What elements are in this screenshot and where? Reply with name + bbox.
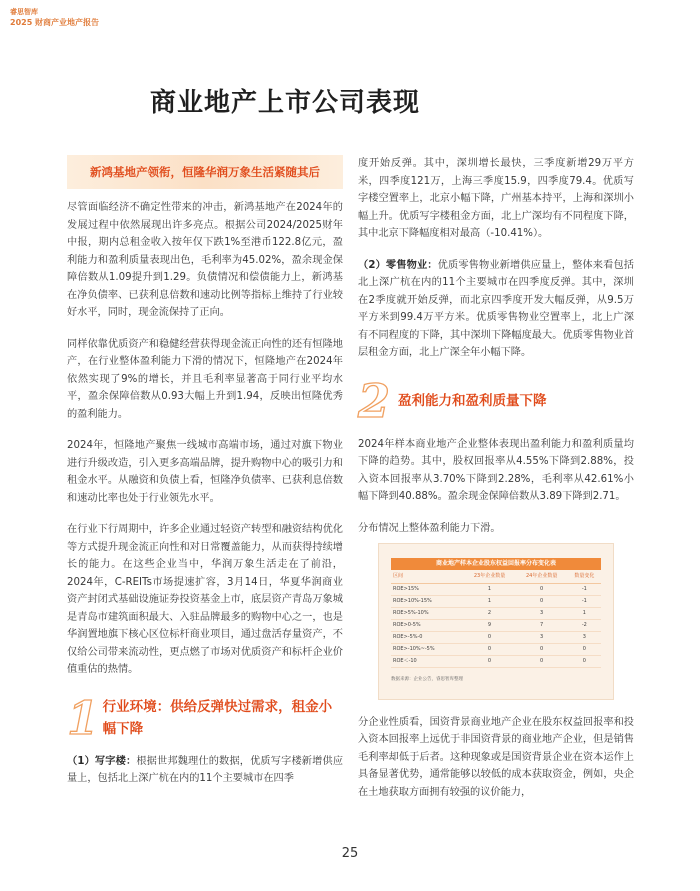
cell: ROE＜-10 xyxy=(391,656,463,668)
cell: ROE>0-5% xyxy=(391,620,463,632)
cell: 0 xyxy=(516,644,568,656)
cell: 1 xyxy=(463,584,515,596)
table-row xyxy=(391,656,601,668)
table-row xyxy=(391,632,601,644)
col-header: 数量变化 xyxy=(568,570,601,584)
paragraph: 2024年，恒隆地产聚焦一线城市高端市场，通过对旗下物业进行升级改造，引入更多高端品牌，提升购物中心的吸引力和租金水平。从融资和负债上看，恒隆净负债率、已获利息倍数和速动比率也处于行业领先水平。 xyxy=(67,440,343,504)
cell: 3 xyxy=(516,632,568,644)
page-title: 商业地产上市公司表现 xyxy=(150,88,421,118)
page-header xyxy=(10,8,99,28)
cell: 7 xyxy=(516,620,568,632)
section-title: 行业环境：供给反弹快过需求，租金小幅下降 xyxy=(102,698,333,737)
table-row xyxy=(391,584,601,596)
header-report-title: 2025 财商产业地产报告 xyxy=(10,18,100,27)
cell: ROE>15% xyxy=(391,584,463,596)
roe-table xyxy=(391,570,601,668)
section-banner: 新鸿基地产领衔，恒隆华润万象生活紧随其后 xyxy=(67,155,343,189)
cell: -1 xyxy=(568,584,601,596)
cell: 1 xyxy=(568,608,601,620)
cell: -1 xyxy=(568,596,601,608)
cell: ROE>-5%-0 xyxy=(391,632,463,644)
cell: 3 xyxy=(568,632,601,644)
section-heading-2 xyxy=(358,373,634,428)
table-row xyxy=(391,608,601,620)
cell: 0 xyxy=(463,632,515,644)
paragraph: 尽管面临经济不确定性带来的冲击，新鸿基地产在2024年的发展过程中依然展现出许多亮点。根据公司2024/2025财年中报，期内总租金收入按年仅下跌1%至港币122.8亿元，盈利能力和盈利质量表现出色，毛利率为45.02%，盈余现金保障倍数从1.09提升到1.29。负债情况和偿债能力上，新鸿基在净负债率、已获利息倍数和速动比例等指标上维持了行业较好水平，同时，现金流保持了正向。 xyxy=(67,202,343,318)
cell: 1 xyxy=(463,596,515,608)
office-text: 根据世邦魏理仕的数据，优质写字楼新增供应量上，包括北上深广杭在内的11个主要城市在四季 xyxy=(67,755,344,784)
col-header: 23年企业数量 xyxy=(463,570,515,584)
cell: -2 xyxy=(568,620,601,632)
table-row xyxy=(391,644,601,656)
paragraph: 在行业下行周期中，许多企业通过轻资产转型和融资结构优化等方式提升现金流正向性和对日常覆盖能力，从而获得持续增长的能力。在这些企业当中，华润万象生活走在了前沿，2024年，C-REITs市场提速扩容，3月14日，华夏华润商业资产封闭式基础设施证券投资基金上市，底层资产青岛万象城是青岛市建筑面积最大、入驻品牌最多的购物中心之一，也是华润置地旗下核心区位标杆商业项目，通过盘活存量资产，不仅给公司带来流动性，更点燃了市场对优质资产和标杆企业价值重估的热情。 xyxy=(67,524,343,675)
table-title: 商业地产样本企业股东权益回报率分布变化表 xyxy=(391,558,601,570)
cell: 0 xyxy=(463,644,515,656)
paragraph-office xyxy=(67,753,343,788)
paragraph: 度开始反弹。其中，深圳增长最快，三季度新增29万平方米，四季度121万，上海三季度15.9，四季度79.4。优质写字楼空置率上，北京小幅下降，广州基本持平，上海和深圳小幅上升。优质写字楼租金方面，北上广深均有不同程度下降，其中北京下降幅度相对最高（-10.41%）。 xyxy=(358,158,634,239)
cell: 0 xyxy=(568,644,601,656)
table-source-note: 数据来源：企业公告，睿思智库整理 xyxy=(391,677,463,682)
office-label: （1）写字楼： xyxy=(67,755,137,767)
section-heading-1 xyxy=(67,690,343,745)
left-column xyxy=(67,155,343,802)
cell: 0 xyxy=(516,656,568,668)
roe-distribution-table-figure xyxy=(378,543,614,700)
section-number: 1 xyxy=(67,690,100,745)
cell: 3 xyxy=(516,608,568,620)
page-number: 25 xyxy=(341,846,359,861)
paragraph-retail xyxy=(358,257,634,362)
table-row xyxy=(391,596,601,608)
paragraph: 分布情况上整体盈利能力下滑。 xyxy=(358,522,501,534)
paragraph: 2024年样本商业地产企业整体表现出盈利能力和盈利质量均下降的趋势。其中，股权回报率从4.55%下降到2.88%，投入资本回报率从3.70%下降到2.28%，毛利率从42.61%小幅下降到40.88%。盈余现金保障倍数从3.89下降到2.71。 xyxy=(358,438,634,502)
cell: 2 xyxy=(463,608,515,620)
header-brand: 睿思智库 xyxy=(10,8,38,16)
table-header-row xyxy=(391,570,601,584)
retail-text: 优质零售物业新增供应量上，整体来看包括北上深广杭在内的11个主要城市在四季度反弹。其中，深圳在2季度就开始反弹，而北京四季度开发大幅反弹，从9.5万平方米到99.4万平方米。优质零售物业空置率上，北上广深有不同程度的下降，其中深圳下降幅度最大。优质零售物业首层租金方面，北上广深全年小幅下降。 xyxy=(358,259,634,358)
cell: ROE>5%-10% xyxy=(391,608,463,620)
cell: ROE>10%-15% xyxy=(391,596,463,608)
section-title: 盈利能力和盈利质量下降 xyxy=(398,392,547,409)
right-column xyxy=(358,155,634,815)
cell: ROE>-10%~-5% xyxy=(391,644,463,656)
paragraph: 同样依靠优质资产和稳健经营获得现金流正向性的还有恒隆地产，在行业整体盈利能力下滑的情况下，恒隆地产在2024年依然实现了9%的增长，并且毛利率显著高于同行业平均水平，盈余保障倍数从0.93大幅上升到1.94，反映出恒隆优秀的盈利能力。 xyxy=(67,338,343,420)
paragraph: 分企业性质看，国资背景商业地产企业在股东权益回报率和投入资本回报率上远优于非国资背景的商业地产企业，但是销售毛利率却低于后者。这种现象或是国资背景企业在资本运作上具备显著优势，通常能够以较低的成本获取资金，例如，央企在土地获取方面拥有较强的议价能力， xyxy=(358,716,634,798)
cell: 0 xyxy=(568,656,601,668)
col-header: 区间 xyxy=(391,570,463,584)
cell: 0 xyxy=(516,584,568,596)
col-header: 24年企业数量 xyxy=(516,570,568,584)
table-row xyxy=(391,620,601,632)
cell: 0 xyxy=(463,656,515,668)
retail-label: （2）零售物业： xyxy=(358,259,438,271)
cell: 0 xyxy=(516,596,568,608)
cell: 9 xyxy=(463,620,515,632)
section-number: 2 xyxy=(358,373,391,428)
